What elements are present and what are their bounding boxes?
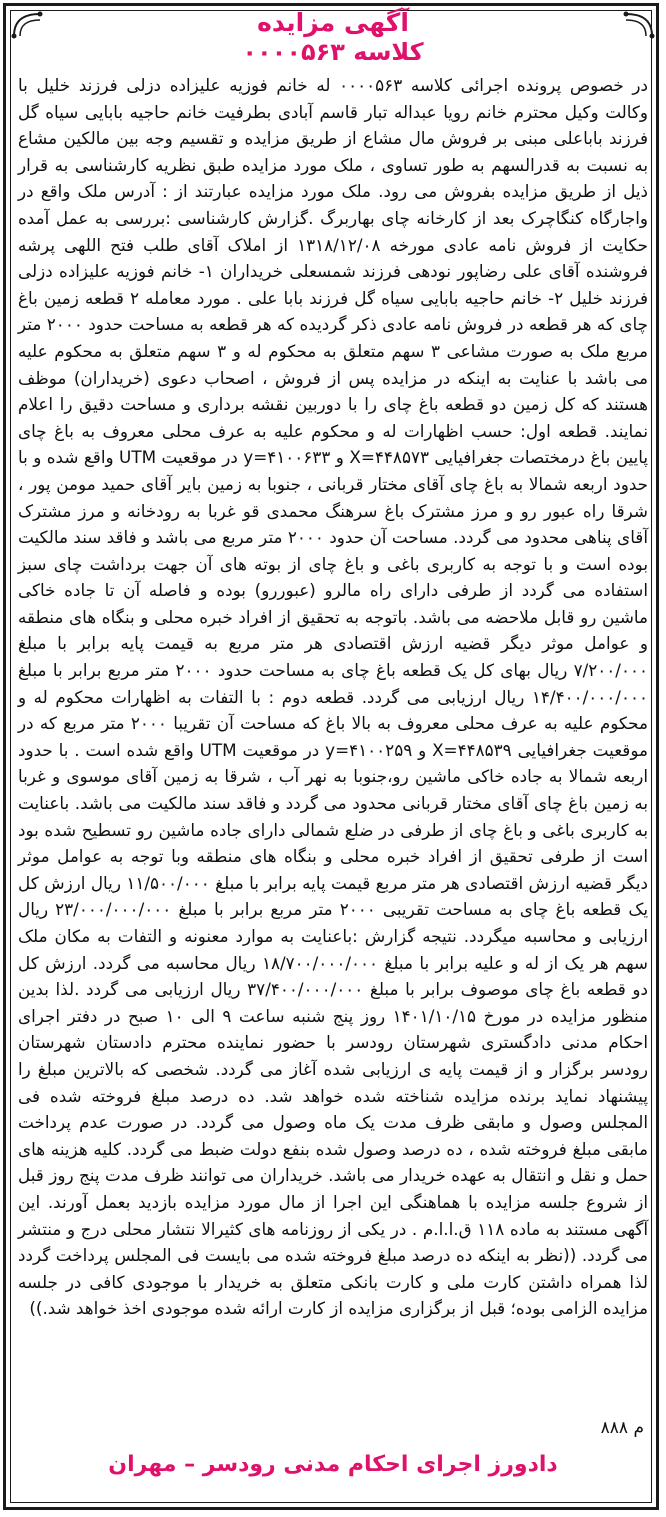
notice-title: آگهی مزایده xyxy=(257,8,409,37)
notice-body: در خصوص پرونده اجرائی کلاسه ۰۰۰۰۵۶۳ له خانم فوزیه علیزاده دزلی فرزند خلیل با وکالت وکیل محترم خانم رویا عبداله تبار قاسم آبادی بطرفیت خانم حاجیه بابایی سیاه گل فرزند باباعلی مبنی بر فروش مال مشاع از طریق مزایده و تقسیم وجه بین مالکین مشاع به نسبت به قدرالسهم به طور تساوی ، ملک مورد مزایده طبق نظریه کارشناسی به قرار ذیل از طریق مزایده بفروش می رود. ملک مورد مزایده عبارتند از : آدرس ملک واقع در واجارگاه کنگاچرک بعد از کارخانه چای بهاربرگ .گزارش کارشناسی :بررسی به عمل آمده حکایت از فروش نامه عادی مورخه ۱۳۱۸/۱۲/۰۸ از املاک آقای طلب فتح اللهی پرشه فروشنده آقای علی رضاپور نودهی فرزند شمسعلی خریداران ۱- خانم فوزیه علیزاده دزلی فرزند خلیل ۲- خانم حاجیه بابایی سیاه گل فرزند بابا علی . مورد معامله ۲ قطعه زمین باغ چای که هر قطعه در فروش نامه عادی ذکر گردیده که هر قطعه به مساحت حدود ۲۰۰۰ متر مربع ملک به صورت مشاعی ۳ سهم متعلق به محکوم له و ۳ سهم متعلق به محکوم علیه می باشد با عنایت به اینکه در مزایده پس از فروش ، اصحاب دعوی (خریداران) موظف هستند که کل زمین دو قطعه باغ چای را با دوربین نقشه برداری و مساحت دقیق را اعلام نمایند. قطعه اول: حسب اظهارات له و محکوم علیه به عرف محلی معروف به باغ چای پایین باغ درمختصات جغرافیایی X=۴۴۸۵۷۳ و y=۴۱۰۰۶۳۳ در موقعیت UTM واقع شده و با حدود اربعه شمالا به باغ چای آقای مختار قربانی ، جنوبا به زمین بایر آقای حمید مومن پور ، شرقا راه عبور رو و مرز مشترک باغ سرهنگ محمدی قو غربا به رودخانه و مرز مشترک آقای پناهی محدود می گردد. مساحت آن حدود ۲۰۰۰ متر مربع می باشد و فاقد سند مالکیت بوده است و با توجه به کاربری باغی و باغ چای از بوته های آن جهت برداشت چای سبز استفاده می گردد از طرفی دارای راه مالرو (عبوررو) بوده و فاصله آن تا جاده خاکی ماشین رو قابل ملاحضه می باشد. باتوجه به تحقیق از افراد خبره محلی و بنگاه های منطقه و عوامل موثر دیگر قضیه ارزش اقتصادی هر متر مربع به قیمت پایه برابر با مبلغ ۷/۲۰۰/۰۰۰ ریال بهای کل یک قطعه باغ چای به مساحت حدود ۲۰۰۰ متر مربع برابر با مبلغ ۱۴/۴۰۰/۰۰۰/۰۰۰ ریال ارزیابی می گردد. قطعه دوم : با التفات به اظهارات محکوم له و محکوم علیه به عرف محلی معروف به بالا باغ که مساحت آن تقریبا ۲۰۰۰ متر مربع که در موقعیت جغرافیایی X=۴۴۸۵۳۹ و y=۴۱۰۰۲۵۹ در موقعیت UTM واقع شده است . با حدود اربعه شمالا به جاده خاکی ماشین رو،جنوبا به نهر آب ، شرقا به زمین آقای موسوی و غربا به زمین باغ چای آقای مختار قربانی محدود می گردد و فاقد سند مالکیت می باشد. باعنایت به کاربری باغی و باغ چای از طرفی در ضلع شمالی دارای جاده ماشین رو تسطیح شده بود است از طرفی تحقیق از افراد خبره محلی و بنگاه های منطقه وبا توجه به عوامل موثر دیگر قضیه ارزش اقتصادی هر متر مربع قیمت پایه برابر با مبلغ ۱۱/۵۰۰/۰۰۰ ریال ارزش کل یک قطعه باغ چای به مساحت تقریبی ۲۰۰۰ متر مربع برابر با مبلغ ۲۳/۰۰۰/۰۰۰/۰۰۰ ریال ارزیابی و محاسبه میگردد. نتیجه گزارش :باعنایت به موارد معنونه و التفات به مکان ملک سهم هر یک از له و علیه برابر با مبلغ ۱۸/۷۰۰/۰۰۰/۰۰۰ ریال محاسبه می گردد. ارزش کل دو قطعه باغ چای موصوف برابر با مبلغ ۳۷/۴۰۰/۰۰۰/۰۰۰ ریال ارزیابی می گردد .لذا بدین منظور مزایده در مورخ ۱۴۰۱/۱۰/۱۵ روز پنج شنبه ساعت ۹ الی ۱۰ صبح در دفتر اجرای احکام مدنی دادگستری شهرستان رودسر با حضور نماینده محترم دادستان شهرستان رودسر برگزار و از قیمت پایه ی ارزیابی شده آغاز می گردد. شخصی که بالاترین مبلغ را پیشنهاد نماید برنده مزایده شناخته شده خواهد شد. ده درصد مبلغ فروخته شده فی المجلس وصول و مابقی ظرف مدت یک ماه وصول می گردد. در صورت عدم پرداخت مابقی مبلغ فروخته شده ، ده درصد وصول شده بنفع دولت ضبط می گردد. کلیه هزینه های حمل و نقل و انتقال به عهده خریدار می باشد. خریداران می توانند ظرف مدت پنج روز قبل از شروع جلسه مزایده با هماهنگی این اجرا از مال مورد مزایده بازدید بعمل آورند. این آگهی مستند به ماده ۱۱۸ ق.ا.ا.م . در یکی از روزنامه های کثیرالا نتشار محلی درج و منتشر می گردد. ((نظر به اینکه ده درصد مبلغ فروخته شده می بایست فی المجلس پرداخت گردد لذا همراه داشتن کارت ملی و کارت بانکی متعلق به خریدار با موجودی کافی در جلسه مزایده الزامی بوده؛ قبل از برگزاری مزایده از کارت ارائه شده موجودی اخذ خواهد شد.)) xyxy=(18,75,649,1319)
notice-header xyxy=(0,8,666,66)
reference-number: م ۸۸۸ xyxy=(600,1418,644,1438)
signature-line: دادورز اجرای احکام مدنی رودسر – مهران xyxy=(108,1452,558,1477)
case-number: کلاسه ۰۰۰۰۵۶۳ xyxy=(242,38,424,66)
